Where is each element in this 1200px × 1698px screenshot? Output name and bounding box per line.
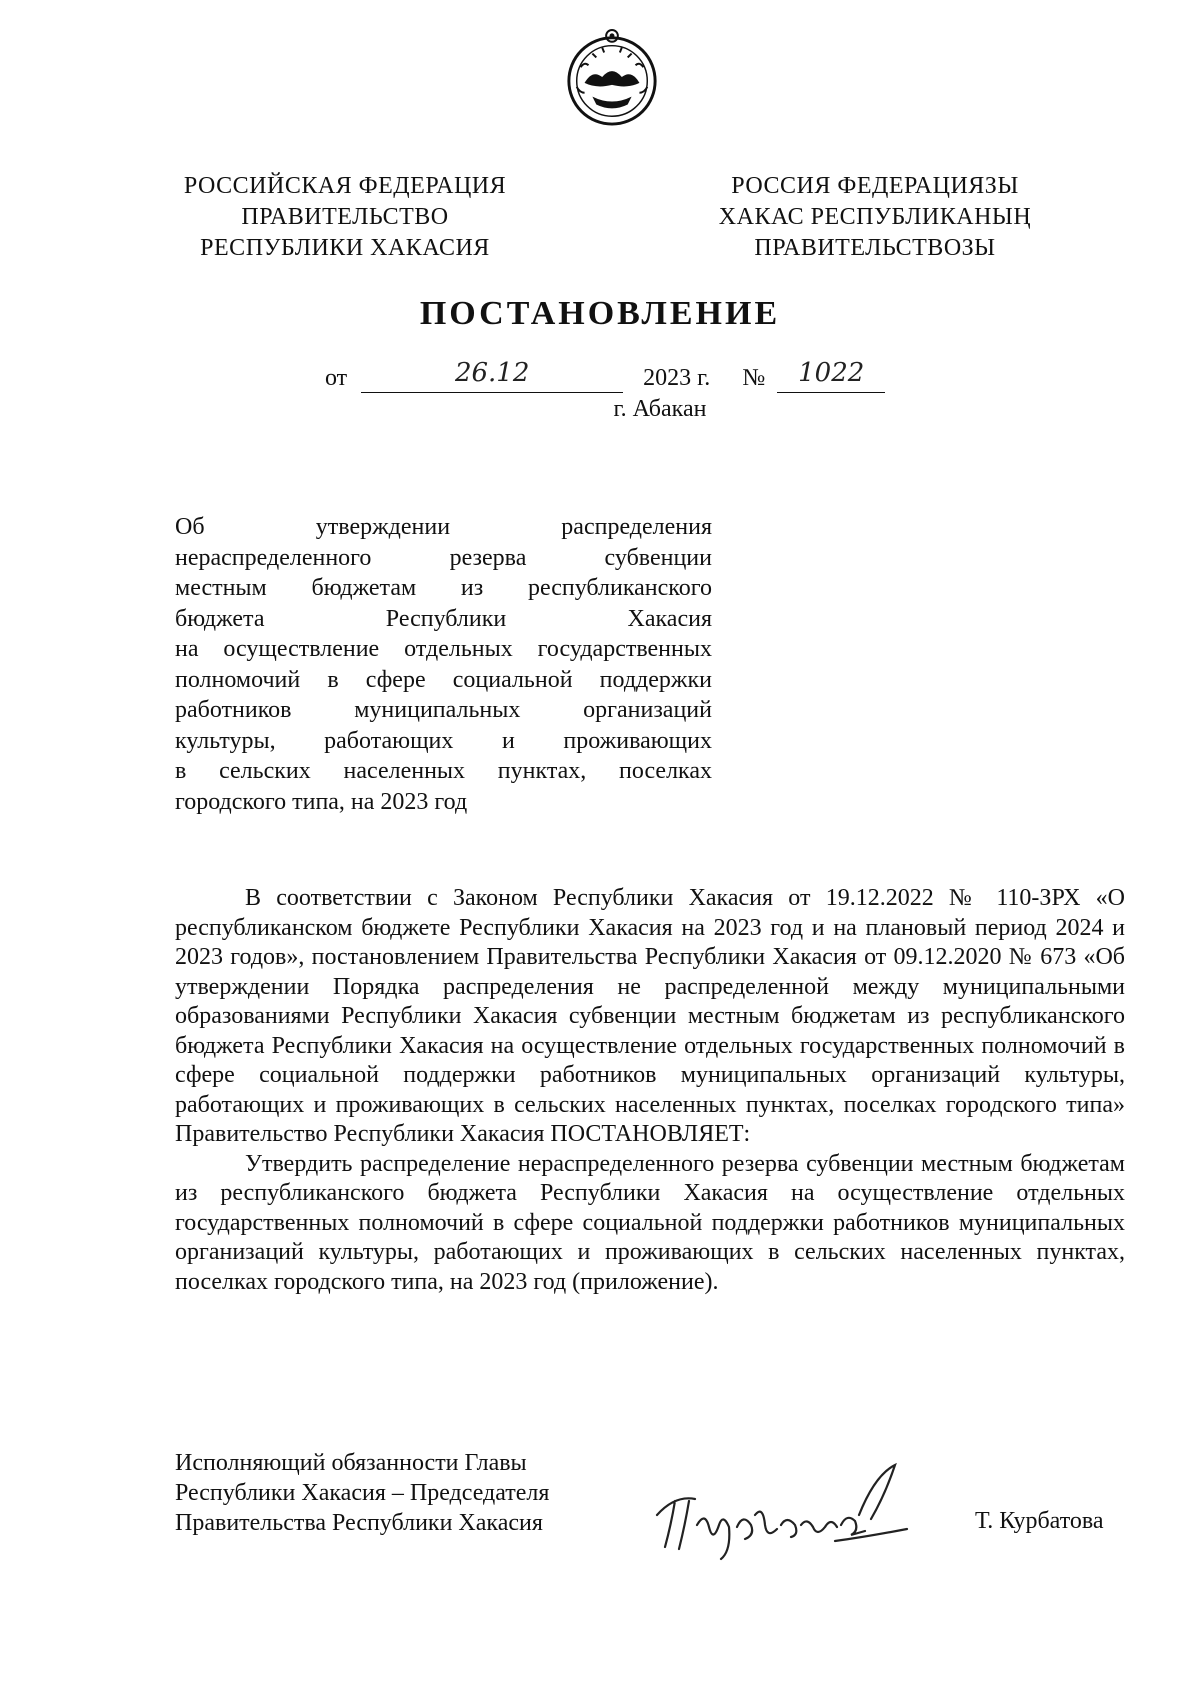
subject-line-10: городского типа, на 2023 год [175, 788, 468, 815]
header-left [180, 171, 510, 264]
signatory-title-line-1: Исполняющий обязанности Главы [175, 1450, 527, 1476]
subject-line-8: культуры, работающих и проживающих [175, 727, 712, 754]
number-sign: № [742, 365, 766, 391]
header-left-line-2: ПРАВИТЕЛЬСТВО [241, 204, 449, 230]
number-field [777, 358, 885, 393]
city-label: г. Абакан [613, 396, 707, 422]
subject-line-7: работников муниципальных организаций [175, 697, 712, 723]
number-handwritten: 1022 [798, 358, 865, 388]
date-field [361, 358, 623, 393]
subject-line-1: Об утверждении распределения [175, 514, 712, 540]
body-paragraph-2: Утвердить распределение нераспределенного резерва субвенции местным бюджетам из республиканского бюджета Республики Хакасия на осуществление отдельных государственных полномочий в сфере социальной поддержки работников муниципальных организаций культуры, работающих и проживающих в сельских населенных пунктах, поселках городского типа, на 2023 год (приложение). [175, 1150, 1125, 1295]
document-body [175, 884, 1125, 1297]
signatory-title [175, 1448, 635, 1538]
handwritten-signature [645, 1455, 925, 1565]
document-type-title: ПОСТАНОВЛЕНИЕ [419, 295, 781, 332]
header-right-line-2: ХАКАС РЕСПУБЛИКАНЫҢ [718, 204, 1032, 230]
subject-line-4: бюджета Республики Хакасия [175, 605, 712, 632]
header-right [710, 171, 1040, 264]
signatory-title-line-3: Правительства Республики Хакасия [175, 1510, 543, 1536]
subject-line-2: нераспределенного резерва субвенции [175, 544, 712, 571]
date-handwritten: 26.12 [454, 358, 530, 388]
signatory-name: Т. Курбатова [975, 1508, 1104, 1534]
subject-line-9: в сельских населенных пунктах, поселках [175, 758, 712, 784]
signatory-title-line-2: Республики Хакасия – Председателя [175, 1480, 550, 1506]
header-right-line-1: РОССИЯ ФЕДЕРАЦИЯЗЫ [731, 173, 1019, 199]
coat-of-arms-emblem [563, 28, 661, 130]
header-left-line-3: РЕСПУБЛИКИ ХАКАСИЯ [200, 235, 490, 261]
body-paragraph-1: В соответствии с Законом Республики Хакасия от 19.12.2022 № 110-ЗРХ «О республиканском бюджете Республики Хакасия на 2023 год и на плановый период 2024 и 2023 годов», постановлением Правительства Республики Хакасия от 09.12.2020 № 673 «Об утверждении Порядка распределения не распределенной между муниципальными образованиями Республики Хакасия субвенции местным бюджетам из республиканского бюджета Республики Хакасия на осуществление отдельных государственных полномочий в сфере социальной поддержки работников муниципальных организаций культуры, работающих и проживающих в сельских населенных пунктах, поселках городского типа» Правительство Республики Хакасия ПОСТАНОВЛЯЕТ: [175, 885, 1125, 1147]
document-subject [175, 512, 712, 817]
header-right-line-3: ПРАВИТЕЛЬСТВОЗЫ [754, 235, 996, 261]
header-left-line-1: РОССИЙСКАЯ ФЕДЕРАЦИЯ [183, 173, 507, 199]
year-label: 2023 г. [643, 365, 711, 391]
subject-line-5: на осуществление отдельных государственных [175, 636, 712, 662]
subject-line-6: полномочий в сфере социальной поддержки [175, 666, 712, 693]
date-number-line [325, 358, 885, 393]
subject-line-3: местным бюджетам из республиканского [175, 575, 712, 601]
date-prefix: от [325, 365, 348, 391]
